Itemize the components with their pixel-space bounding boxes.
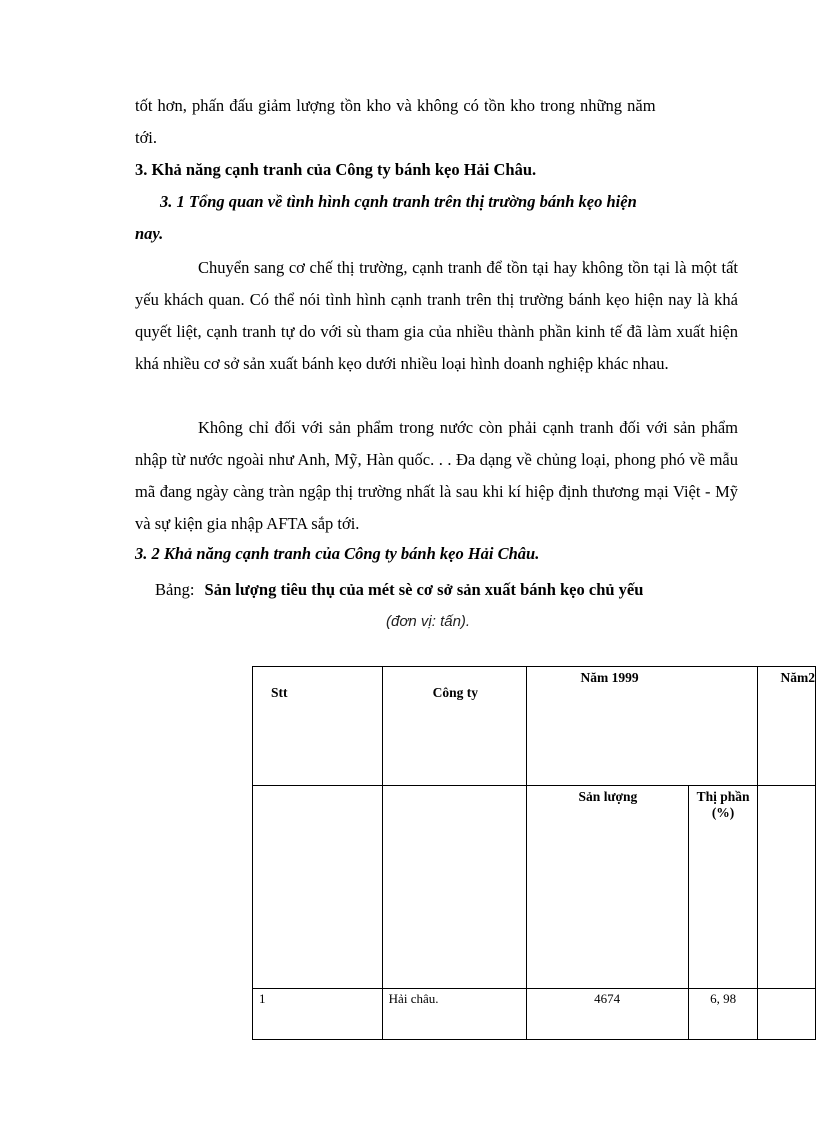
- sales-table: [252, 666, 816, 1040]
- header-output: Sản lượng: [578, 789, 638, 804]
- paragraph-market-overview: Chuyển sang cơ chế thị trường, cạnh tranh để tồn tại hay không tồn tại là một tất yếu khách quan. Có thể nói tình hình cạnh tranh trên thị trường bánh kẹo hiện nay là khá quyết liệt, cạnh tranh tự do với sù tham gia của nhiều thành phần kinh tế đã làm xuất hiện khá nhiều cơ sở sản xuất bánh kẹo dưới nhiều loại hình doanh nghiệp khác nhau.: [135, 258, 738, 373]
- cell-output: [526, 989, 688, 1040]
- subheader-cell-empty: [382, 786, 526, 989]
- subheader-cell-output: [526, 786, 688, 989]
- table-caption-title: Sản lượng tiêu thụ của mét sè cơ sở sản xuất bánh kẹo chủ yếu: [204, 580, 644, 599]
- header-market-share-unit: (%): [711, 805, 735, 820]
- section-heading-3-2: 3. 2 Khả năng cạnh tranh của Công ty bánh kẹo Hải Châu.: [135, 544, 540, 563]
- header-market-share-label: Thị phần: [696, 789, 750, 804]
- cell-stt: [253, 989, 383, 1040]
- header-company: Công ty: [432, 685, 479, 700]
- paragraph-line: tốt hơn, phấn đấu giảm lượng tồn kho và không có tồn kho trong những năm: [135, 96, 656, 115]
- header-year-1999: Năm 1999: [580, 670, 639, 685]
- header-cell-2000: [758, 667, 816, 786]
- table-row: [253, 989, 816, 1040]
- row-company: Hải châu.: [388, 991, 439, 1006]
- cell-empty: [758, 989, 816, 1040]
- subheader-cell-share: [688, 786, 758, 989]
- section-heading-3-1-cont: nay.: [135, 224, 164, 243]
- table-unit-note: (đơn vị: tấn).: [386, 613, 471, 630]
- cell-share: [688, 989, 758, 1040]
- row-output: 4674: [594, 991, 621, 1006]
- table-caption-prefix: Bảng:: [155, 580, 195, 599]
- header-cell-company: [382, 667, 526, 786]
- header-cell-stt: [253, 667, 383, 786]
- section-heading-3-1: 3. 1 Tổng quan về tình hình cạnh tranh trên thị trường bánh kẹo hiện: [160, 192, 637, 211]
- section-heading-3: 3. Khả năng cạnh tranh của Công ty bánh kẹo Hải Châu.: [135, 160, 537, 179]
- header-market-share: [689, 786, 758, 821]
- paragraph-import-competition: Không chỉ đối với sản phẩm trong nước còn phải cạnh tranh đối với sản phẩm nhập từ nước ngoài như Anh, Mỹ, Hàn quốc. . . Đa dạng về chủng loại, phong phó về mẫu mã đang ngày càng tràn ngập thị trường nhất là sau khi kí hiệp định thương mại Việt - Mỹ và sự kiện gia nhập AFTA sắp tới.: [135, 418, 738, 533]
- header-year-2000: Năm2: [780, 670, 815, 685]
- header-stt: Stt: [271, 685, 288, 700]
- table-header-row: [253, 667, 816, 786]
- row-stt: 1: [259, 991, 266, 1006]
- table-subheader-row: [253, 786, 816, 989]
- paragraph-line: tới.: [135, 128, 158, 147]
- header-cell-1999: [526, 667, 758, 786]
- subheader-cell-empty: [253, 786, 383, 989]
- row-share: 6, 98: [710, 991, 737, 1006]
- cell-company: [382, 989, 526, 1040]
- subheader-cell-empty: [758, 786, 816, 989]
